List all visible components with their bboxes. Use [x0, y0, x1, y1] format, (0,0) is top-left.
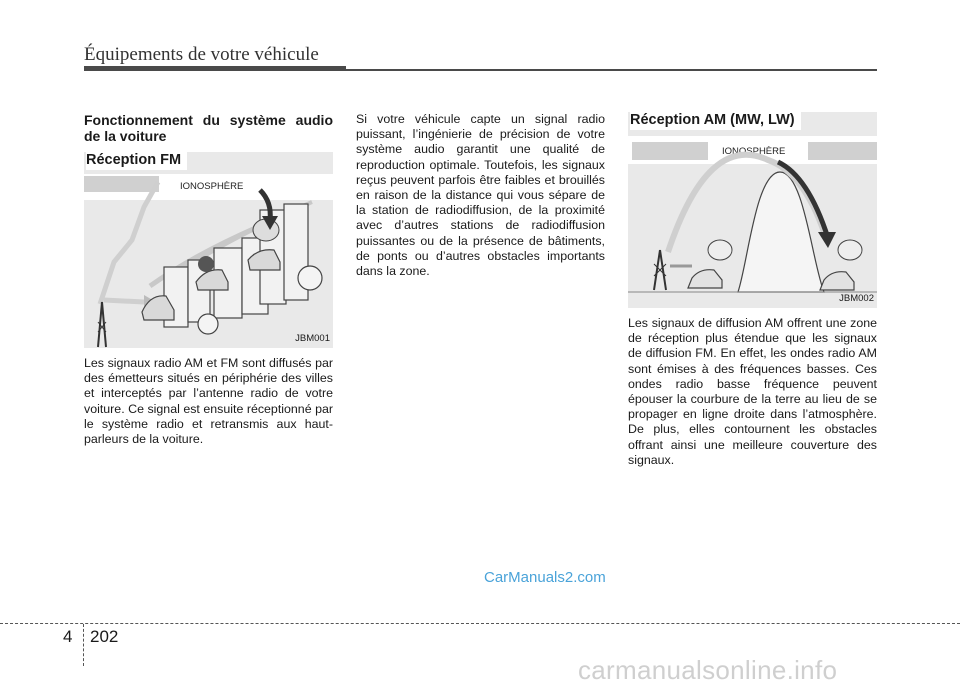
section-heading: Fonctionnement du système audio de la voiture	[84, 112, 333, 144]
left-column	[84, 112, 333, 447]
figure-title: Réception AM (MW, LW)	[630, 112, 801, 130]
chapter-title: Équipements de votre véhicule	[84, 44, 319, 65]
footer-dashed-divider	[83, 624, 84, 666]
chapter-number: 4	[63, 627, 73, 646]
am-illustration	[628, 112, 877, 308]
watermark-link[interactable]: CarManuals2.com	[484, 569, 606, 586]
ionosphere-label: IONOSPHÈRE	[722, 146, 786, 157]
am-reception-figure	[628, 112, 877, 308]
radio-tower-icon	[98, 302, 106, 347]
radio-tower-icon	[654, 250, 666, 290]
footer-dashed-rule	[0, 623, 960, 624]
figure-code: JBM002	[839, 292, 874, 304]
body-paragraph: Les signaux radio AM et FM sont diffusés par des émetteurs situés en périphérie des villes et interceptés par l’antenne radio de votre voiture. Ce signal est ensuite réceptionné par le système radio et retransmis aux haut-parleurs de la voiture.	[84, 356, 333, 447]
footer-site-watermark: carmanualsonline.info	[578, 655, 838, 685]
body-paragraph: Les signaux de diffusion AM offrent une zone de réception plus étendue que les signaux de diffusion FM. En effet, les ondes radio AM sont émises à des fréquences basses. Ces ondes radio basse fréquence peuvent épouser la courbure de la terre au lieu de se propager en ligne droite dans l’atmosphère. De plus, elles contournent les obstacles offrant ainsi une meilleure couverture des signaux.	[628, 316, 877, 467]
header-rule-thick	[84, 66, 346, 71]
fm-reception-figure	[84, 152, 333, 348]
fm-illustration	[84, 152, 333, 348]
ionosphere-label: IONOSPHÈRE	[180, 181, 244, 192]
figure-code: JBM001	[295, 332, 330, 344]
header-rule-thin	[346, 69, 877, 71]
page-number: 202	[90, 627, 119, 646]
figure-title: Réception FM	[86, 152, 187, 170]
middle-column	[356, 112, 605, 279]
body-paragraph: Si votre véhicule capte un signal radio puissant, l’ingénierie de précision de votre système audio garantit une qualité de reproduction optimale. Toutefois, les signaux reçus peuvent parfois être faibles et brouillés en raison de la distance qui vous sépare de la station de radiodiffusion, de la proximité avec d’autres stations de radiodiffusion puissantes ou de la présence de bâtiments, de ponts ou d’autres obstacles importants dans la zone.	[356, 112, 605, 279]
right-column	[628, 112, 877, 468]
